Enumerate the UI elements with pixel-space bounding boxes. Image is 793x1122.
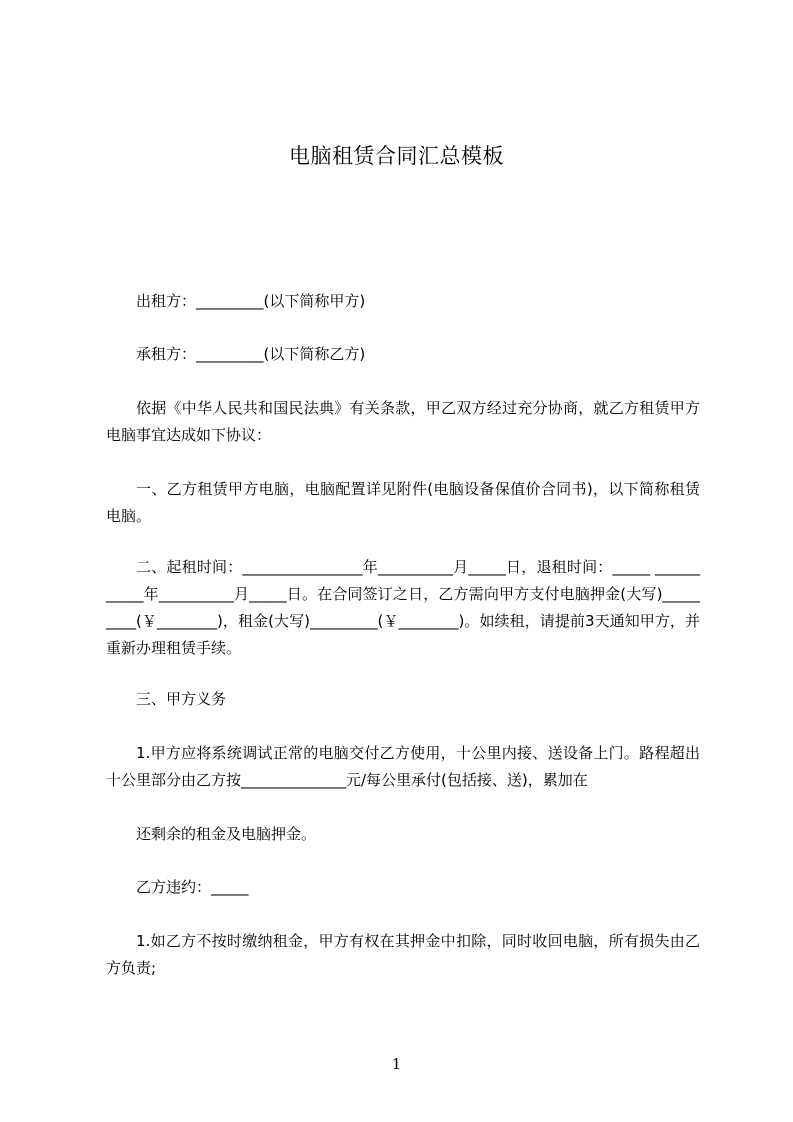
lessee-breach-1-paragraph: 1.如乙方不按时缴纳租金，甲方有权在其押金中扣除，同时收回电脑，所有损失由乙方负责;	[106, 932, 700, 977]
lessor-line: 出租方：_________(以下简称甲方)	[136, 292, 366, 310]
remaining-rent-line: 还剩余的租金及电脑押金。	[136, 825, 317, 843]
clause-3-heading: 三、甲方义务	[136, 690, 227, 708]
clause-1-paragraph: 一、乙方租赁甲方电脑，电脑配置详见附件(电脑设备保值价合同书)，以下简称租赁电脑。	[106, 480, 700, 525]
lessee-breach-heading: 乙方违约：_____	[136, 878, 249, 896]
lessee-line: 承租方：_________(以下简称乙方)	[136, 345, 366, 363]
preamble-paragraph: 依据《中华人民共和国民法典》有关条款，甲乙双方经过充分协商，就乙方租赁甲方电脑事宜达成如下协议：	[106, 399, 700, 444]
lessor-duty-1-paragraph: 1.甲方应将系统调试正常的电脑交付乙方使用，十公里内接、送设备上门。路程超出十公里部分由乙方按______________元/每公里承付(包括接、送)，累加在	[106, 744, 700, 789]
document-title: 电脑租赁合同汇总模板	[289, 144, 504, 168]
clause-2-paragraph: 二、起租时间：________________年__________月_____日，退租时间：_____ ___________年__________月_____日。在合同签订之日，乙方需向甲方支付电脑押金(大写)_________(￥________)，租金(大写)_________(￥________)。如续租，请提前3天通知甲方，并重新办理租赁手续。	[106, 558, 700, 657]
page-number: 1	[391, 1055, 402, 1073]
